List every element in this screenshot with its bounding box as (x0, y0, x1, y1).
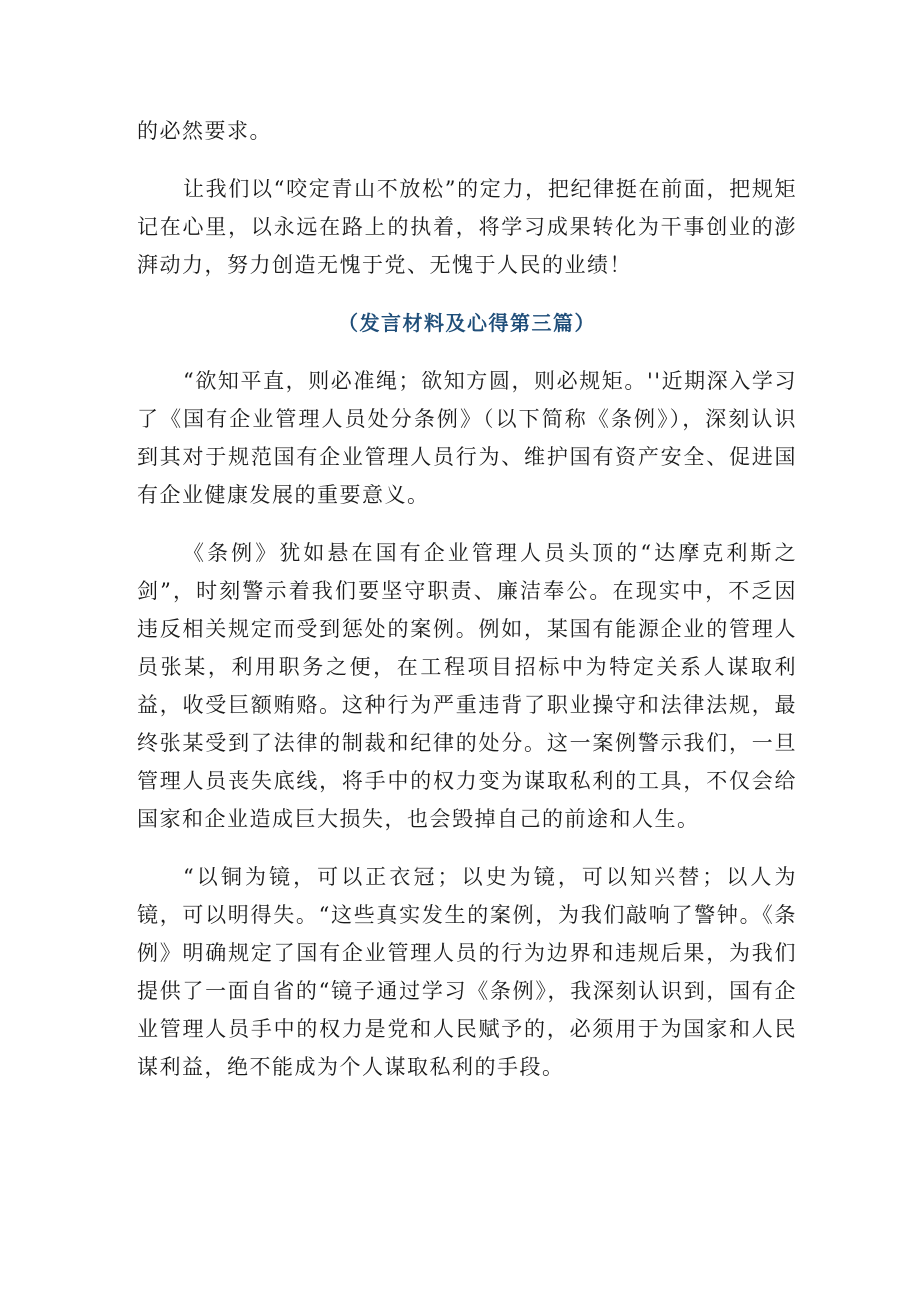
paragraph-case: 《条例》犹如悬在国有企业管理人员头顶的“达摩克利斯之剑”，时刻警示着我们要坚守职责、廉洁奉公。在现实中，不乏因违反相关规定而受到惩处的案例。例如，某国有能源企业的管理人员张某，利用职务之便，在工程项目招标中为特定关系人谋取利益，收受巨额贿赂。这种行为严重违背了职业操守和法律法规，最终张某受到了法律的制裁和纪律的处分。这一案例警示我们，一旦管理人员丧失底线，将手中的权力变为谋取私利的工具，不仅会给国家和企业造成巨大损失，也会毁掉自己的前途和人生。 (137, 541, 797, 831)
paragraph-spacer (137, 284, 797, 304)
paragraph-intro: “欲知平直，则必准绳；欲知方圆，则必规矩。''近期深入学习了《国有企业管理人员处分条例》（以下简称《条例》），深刻认识到其对于规范国有企业管理人员行为、维护国有资产安全、促进国有企业健康发展的重要意义。 (137, 369, 797, 507)
document-body (137, 112, 797, 1086)
section-heading: （发言材料及心得第三篇） (338, 311, 596, 335)
paragraph-continuation: 的必然要求。 (137, 119, 272, 143)
paragraph-spacer (137, 514, 797, 534)
paragraph-spacer (137, 838, 797, 858)
paragraph-closing: 让我们以“咬定青山不放松”的定力，把纪律挺在前面，把规矩记在心里，以永远在路上的执着，将学习成果转化为干事创业的澎湃动力，努力创造无愧于党、无愧于人民的业绩！ (137, 177, 797, 277)
paragraph-reflection: “以铜为镜，可以正衣冠；以史为镜，可以知兴替；以人为镜，可以明得失。“这些真实发生的案例，为我们敲响了警钟。《条例》明确规定了国有企业管理人员的行为边界和违规后果，为我们提供了一面自省的“镜子通过学习《条例》，我深刻认识到，国有企业管理人员手中的权力是党和人民赋予的，必须用于为国家和人民谋利益，绝不能成为个人谋取私利的手段。 (137, 865, 797, 1079)
paragraph-spacer (137, 150, 797, 170)
paragraph-spacer (137, 342, 797, 362)
